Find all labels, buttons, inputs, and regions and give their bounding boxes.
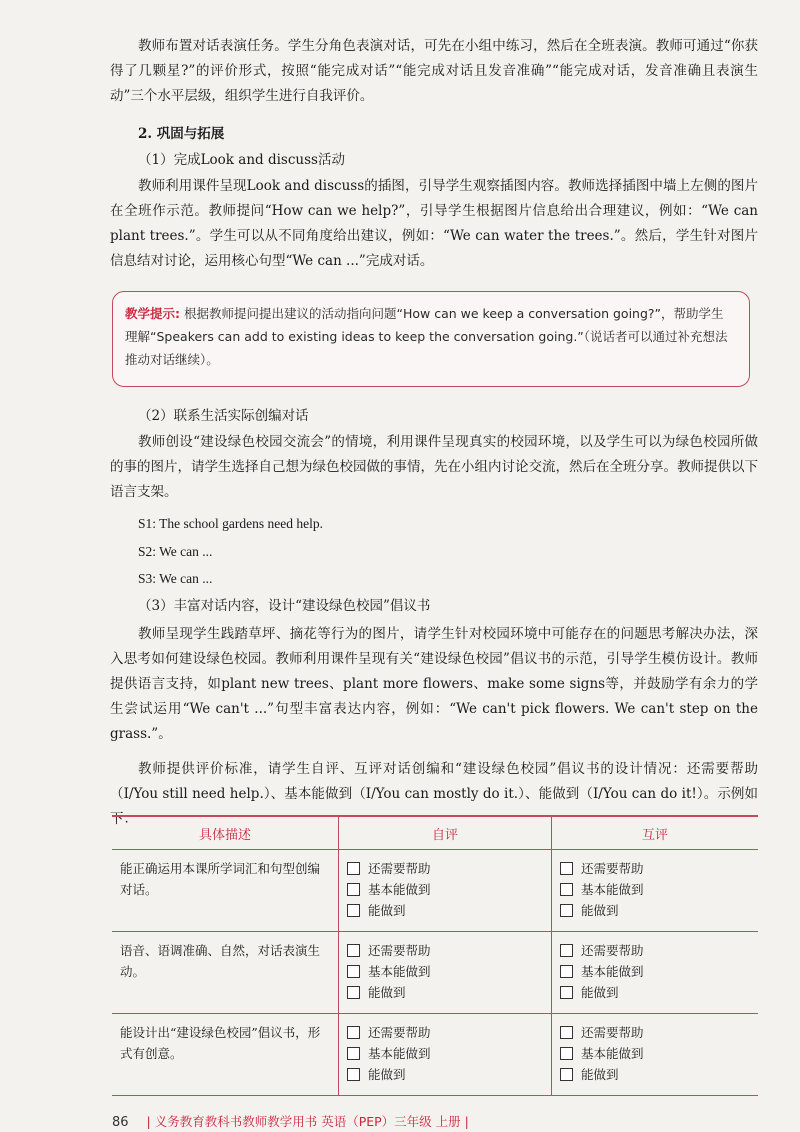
- section-2-title: 2. 巩固与拓展: [138, 126, 225, 142]
- checkbox[interactable]: [560, 986, 573, 999]
- option-label: 能做到: [581, 985, 619, 1000]
- peer-assessment-cell: [552, 932, 759, 1014]
- subsection-3-title: （3）丰富对话内容，设计“建设绿色校园”倡议书: [138, 598, 431, 614]
- row-description: 能正确运用本课所学词汇和句型创编对话。: [112, 850, 339, 932]
- checkbox[interactable]: [347, 904, 360, 917]
- option-label: 能做到: [581, 903, 619, 918]
- checkbox[interactable]: [560, 965, 573, 978]
- evaluation-table: [112, 815, 758, 1096]
- checkbox[interactable]: [560, 1047, 573, 1060]
- subsection-2-title: （2）联系生活实际创编对话: [138, 408, 309, 424]
- checkbox[interactable]: [560, 862, 573, 875]
- subsection-1-paragraph: 教师利用课件呈现Look and discuss的插图，引导学生观察插图内容。教师选择插图中墙上左侧的图片在全班作示范。教师提问“How can we help?”，引导学生根据图片信息给出合理建议，例如：“We can plant trees.”。学生可以从不同角度给出建议，例如：“We can water the trees.”。然后，学生针对图片信息结对讨论，运用核心句型“We can ...”完成对话。: [110, 178, 758, 269]
- book-title: | 义务教育教科书教师教学用书 英语（PEP）三年级 上册 |: [146, 1114, 469, 1129]
- peer-assessment-cell: [552, 850, 759, 932]
- checkbox[interactable]: [347, 986, 360, 999]
- table-row: [112, 850, 758, 932]
- checkbox[interactable]: [347, 1026, 360, 1039]
- header-self-assessment: 自评: [339, 816, 552, 850]
- option-label: 基本能做到: [581, 1046, 644, 1061]
- option-label: 还需要帮助: [368, 1025, 431, 1040]
- teaching-tip-label: 教学提示:: [125, 306, 180, 321]
- option-label: 基本能做到: [368, 964, 431, 979]
- option-label: 还需要帮助: [368, 943, 431, 958]
- option-label: 还需要帮助: [581, 1025, 644, 1040]
- row-description: 语音、语调准确、自然，对话表演生动。: [112, 932, 339, 1014]
- page-footer: [112, 1112, 469, 1130]
- header-description: 具体描述: [112, 816, 339, 850]
- subsection-2-paragraph: 教师创设“建设绿色校园交流会”的情境，利用课件呈现真实的校园环境，以及学生可以为绿色校园所做的事的图片，请学生选择自己想为绿色校园做的事情，先在小组内讨论交流，然后在全班分享。教师提供以下语言支架。: [110, 434, 758, 500]
- peer-assessment-cell: [552, 1014, 759, 1096]
- row-description: 能设计出“建设绿色校园”倡议书，形式有创意。: [112, 1014, 339, 1096]
- option-label: 基本能做到: [581, 964, 644, 979]
- option-label: 还需要帮助: [581, 943, 644, 958]
- self-assessment-cell: [339, 850, 552, 932]
- checkbox[interactable]: [347, 1047, 360, 1060]
- checkbox[interactable]: [347, 862, 360, 875]
- checkbox[interactable]: [560, 883, 573, 896]
- checkbox[interactable]: [560, 1026, 573, 1039]
- scaffold-s1: S1: The school gardens need help.: [138, 516, 323, 531]
- option-label: 能做到: [368, 903, 406, 918]
- teaching-tip-text: 根据教师提问提出建议的活动指向问题“How can we keep a conversation going?”，帮助学生理解“Speakers can add to existing ideas to keep the conversation going.”（说话者可以通过补充想法推动对话继续）。: [125, 306, 728, 367]
- checkbox[interactable]: [347, 944, 360, 957]
- option-label: 能做到: [368, 1067, 406, 1082]
- checkbox[interactable]: [560, 944, 573, 957]
- option-label: 还需要帮助: [368, 861, 431, 876]
- self-assessment-cell: [339, 932, 552, 1014]
- table-row: [112, 1014, 758, 1096]
- header-peer-assessment: 互评: [552, 816, 759, 850]
- page-number: 86: [112, 1115, 129, 1130]
- checkbox[interactable]: [560, 1068, 573, 1081]
- option-label: 基本能做到: [368, 882, 431, 897]
- checkbox[interactable]: [347, 965, 360, 978]
- subsection-3-paragraph: 教师呈现学生践踏草坪、摘花等行为的图片，请学生针对校园环境中可能存在的问题思考解决办法，深入思考如何建设绿色校园。教师利用课件呈现有关“建设绿色校园”倡议书的示范，引导学生模仿设计。教师提供语言支持，如plant new trees、plant more flowers、make some signs等，并鼓励学有余力的学生尝试运用“We can't ...”句型丰富表达内容，例如：“We can't pick flowers. We can't step on the grass.”。: [110, 626, 758, 742]
- checkbox[interactable]: [347, 1068, 360, 1081]
- scaffold-s2: S2: We can ...: [138, 544, 213, 559]
- option-label: 能做到: [581, 1067, 619, 1082]
- checkbox[interactable]: [560, 904, 573, 917]
- evaluation-paragraph: 教师提供评价标准，请学生自评、互评对话创编和“建设绿色校园”倡议书的设计情况：还需要帮助（I/You still need help.）、基本能做到（I/You can mostly do it.）、能做到（I/You can do it!）。示例如下：: [110, 761, 758, 827]
- table-row: [112, 932, 758, 1014]
- self-assessment-cell: [339, 1014, 552, 1096]
- teaching-tip-box: [112, 291, 750, 387]
- option-label: 能做到: [368, 985, 406, 1000]
- checkbox[interactable]: [347, 883, 360, 896]
- option-label: 还需要帮助: [581, 861, 644, 876]
- option-label: 基本能做到: [581, 882, 644, 897]
- scaffold-s3: S3: We can ...: [138, 571, 213, 586]
- subsection-1-title: （1）完成Look and discuss活动: [138, 152, 345, 168]
- option-label: 基本能做到: [368, 1046, 431, 1061]
- intro-paragraph: 教师布置对话表演任务。学生分角色表演对话，可先在小组中练习，然后在全班表演。教师可通过“你获得了几颗星?”的评价形式，按照“能完成对话”“能完成对话且发音准确”“能完成对话，发音准确且表演生动”三个水平层级，组织学生进行自我评价。: [110, 38, 758, 104]
